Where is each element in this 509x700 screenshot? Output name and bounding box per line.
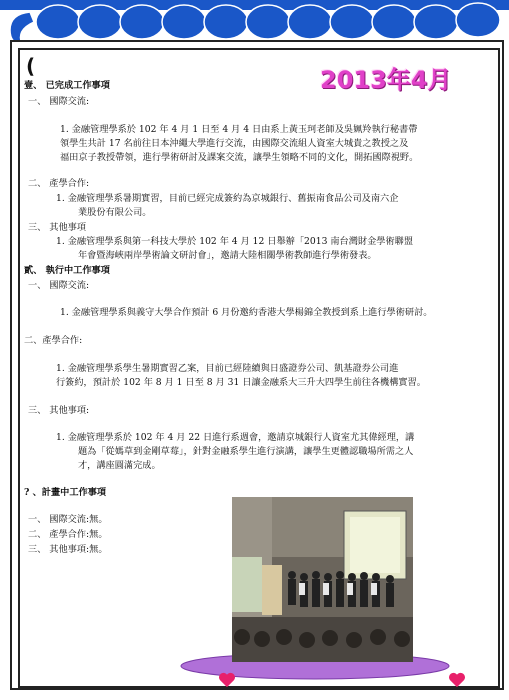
event-photo bbox=[232, 497, 413, 662]
item-label-industry: 二、 產學合作:無。 bbox=[28, 529, 108, 540]
text-line: 1. 金融管理學系與義守大學合作預計 6 月份邀約香港大學楊錦全教授到系上進行學術研討。 bbox=[60, 307, 433, 318]
month-title: 2013年4月 bbox=[320, 66, 452, 94]
item-label-other: 三、 其他事項:無。 bbox=[28, 544, 108, 555]
text-line: 福田京子教授帶領，進行學術研討及課案交流，讓學生領略不同的文化，開拓國際視野。 bbox=[60, 152, 419, 163]
text-line: 領學生共計 17 名前往日本沖繩大學進行交流，由國際交流組人資室大城貴之教授之及 bbox=[60, 138, 409, 149]
section-heading-planned: ? 、計畫中工作事項 bbox=[24, 487, 107, 498]
text-line: 1. 金融管理學系於 102 年 4 月 1 日至 4 月 4 日由系上黃玉珂老師及吳姵羚執行秘書帶 bbox=[60, 124, 418, 135]
text-line: 1. 金融管理學系學生暑期實習乙案，目前已經陸續與日盛證券公司、凱基證券公司進 bbox=[56, 363, 399, 374]
item-label-international: 一、 國際交流:無。 bbox=[28, 514, 108, 525]
item-label-other: 三、 其他事項: bbox=[28, 405, 90, 416]
text-line: 年會暨海峽兩岸學術論文研討會」，邀請大陸相關學術教師進行學術發表。 bbox=[78, 250, 377, 261]
heart-icon bbox=[448, 672, 466, 688]
decorative-bracket: ( bbox=[26, 54, 36, 78]
text-line: 行簽約，預計於 102 年 8 月 1 日至 8 月 31 日讓金融系大三升大四學生前往各機構實習。 bbox=[56, 377, 426, 388]
heart-icon bbox=[218, 672, 236, 688]
item-label-international: 一、 國際交流: bbox=[28, 280, 90, 291]
text-line: 1. 金融管理學系於 102 年 4 月 22 日進行系週會，邀請京城銀行人資室尤其偉經理，講 bbox=[56, 432, 415, 443]
text-line: 業股份有限公司。 bbox=[78, 207, 152, 218]
text-line: 1. 金融管理學系暑期實習，目前已經完成簽約為京城銀行、舊振南食品公司及南六企 bbox=[56, 193, 399, 204]
item-label-other: 三、 其他事項 bbox=[28, 222, 87, 233]
section-heading-in-progress: 貳、 執行中工作事項 bbox=[24, 265, 110, 276]
item-label-international: 一、 國際交流: bbox=[28, 96, 90, 107]
item-label-industry: 二、產學合作: bbox=[24, 335, 83, 346]
item-label-industry: 二、 產學合作: bbox=[28, 178, 90, 189]
section-heading-completed: 壹、 已完成工作事項 bbox=[24, 80, 110, 91]
text-line: 題為「從媽草到金剛草莓」，針對金融系學生進行演講，讓學生更體認職場所需之人 bbox=[78, 446, 414, 457]
text-line: 1. 金融管理學系與第一科技大學於 102 年 4 月 12 日舉辦「2013 南台灣財金學術聯盟 bbox=[56, 236, 414, 247]
text-line: 才，講座圓滿完成。 bbox=[78, 460, 161, 471]
